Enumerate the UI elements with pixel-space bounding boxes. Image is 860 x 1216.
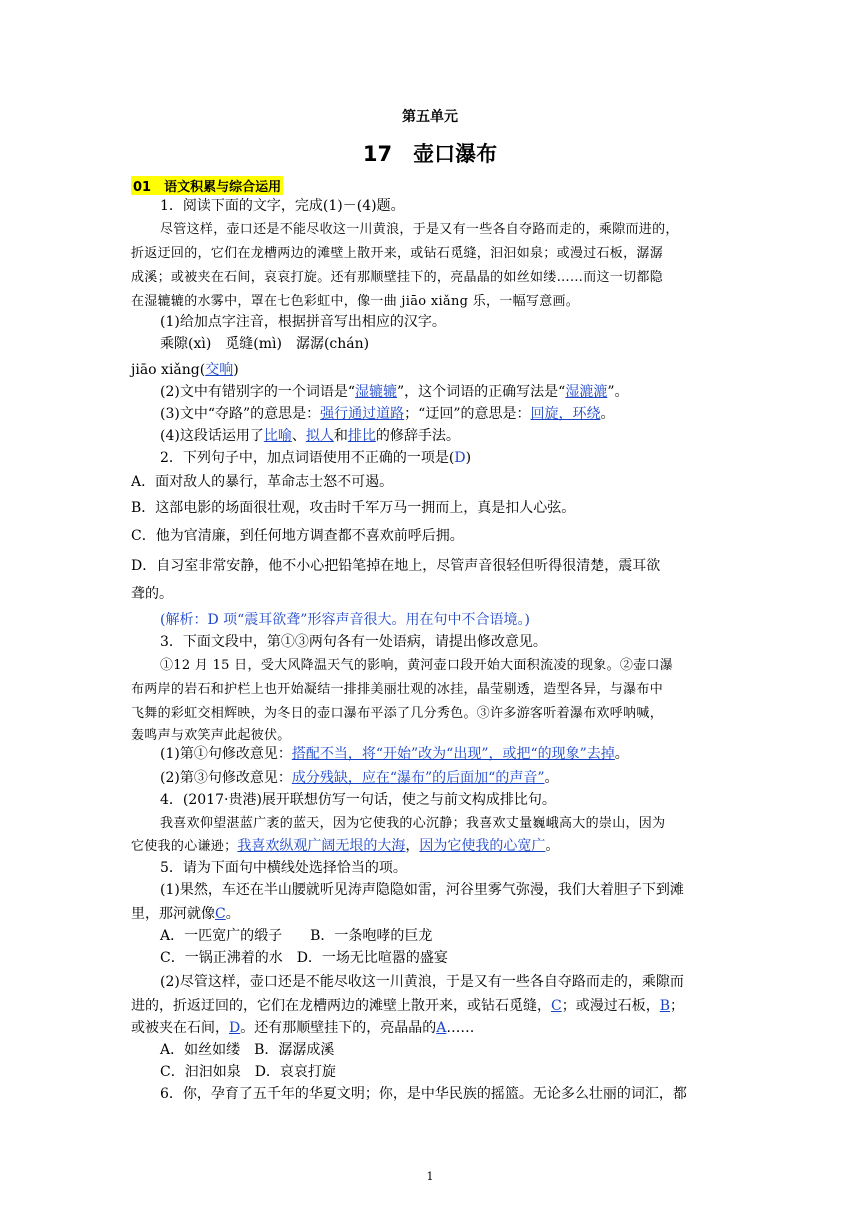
q4-answer-line [131, 836, 559, 857]
q1-part4-text: 和 [333, 428, 348, 444]
q3-part1-text: (1)第①句修改意见： [160, 746, 292, 762]
pinyin-text: jiāo xiǎng( [131, 362, 206, 378]
q5-stem: 5．请为下面句中横线处选择恰当的项。 [160, 860, 407, 876]
q5-text: 。还有那顺壁挂下的，亮晶晶的 [240, 1020, 437, 1036]
q5-options: A．一匹宽广的缎子 B．一条咆哮的巨龙 [160, 928, 433, 944]
q4-stem: 4．(2017·贵港)展开联想仿写一句话，使之与前文构成排比句。 [160, 792, 556, 808]
answer-text: 因为它使我的心宽广 [419, 838, 546, 854]
q3-part2-text: (2)第③句修改意见： [160, 770, 292, 786]
q5-text: ； [670, 998, 685, 1014]
q5-part1-line: (1)果然，车还在半山腰就听见涛声隐隐如雷，河谷里雾气弥漫，我们大着胆子下到滩 [160, 882, 684, 898]
q1-part3-text: (3)文中“夺路”的意思是： [160, 406, 321, 422]
answer-text: 比喻 [263, 428, 292, 444]
answer-text: B [659, 998, 671, 1014]
answer-text: 排比 [347, 428, 376, 444]
q2-stem-text: ) [465, 450, 472, 466]
q2-stem [160, 448, 471, 468]
q5-options: A．如丝如缕 B．潺潺成溪 [160, 1042, 335, 1058]
q4-line: 我喜欢仰望湛蓝广袤的蓝天，因为它使我的心沉静；我喜欢丈量巍峨高大的崇山，因为 [160, 816, 666, 831]
answer-text: 成分残缺，应在“瀑布”的后面加“的声音” [291, 770, 545, 786]
q2-stem-text: 2．下列句子中，加点词语使用不正确的一项是( [160, 450, 455, 466]
q4-text: 。 [545, 838, 560, 854]
answer-text: D [229, 1020, 241, 1036]
q3-stem: 3．下面文段中，第①③两句各有一处语病，请提出修改意见。 [160, 634, 547, 650]
q1-passage-line: 尽管这样，壶口还是不能尽收这一川黄浪，于是又有一些各自夺路而走的，乘隙而进的， [160, 222, 679, 237]
answer-text: D [454, 450, 466, 466]
q1-part2-text: ”，这个词语的正确写法是“ [397, 384, 566, 400]
q3-passage-line: 飞舞的彩虹交相辉映，为冬日的壶口瀑布平添了几分秀色。③许多游客听着瀑布欢呼呐喊， [131, 706, 664, 721]
q2-option-a: A．面对敌人的暴行，革命志士怒不可遏。 [131, 474, 394, 490]
q1-part3-text: ；“迂回”的意思是： [404, 406, 531, 422]
q1-part4-text: 的修辞手法。 [375, 428, 460, 444]
q3-part1 [160, 744, 629, 764]
q4-text: ， [405, 838, 420, 854]
lesson-title: 17 壶口瀑布 [362, 142, 498, 166]
q5-text: 里，那河就像 [131, 906, 215, 922]
q1-part1-pinyin: 乘隙(xì) 觅缝(mì) 潺潺(chán) [160, 336, 370, 352]
answer-text: C [215, 906, 226, 922]
q1-stem: 1．阅读下面的文字，完成(1)－(4)题。 [160, 198, 405, 214]
page-number: 1 [426, 1170, 434, 1183]
section-label: 01 语文积累与综合运用 [131, 176, 283, 195]
q1-part3-text: 。 [600, 406, 615, 422]
q3-part2 [160, 768, 558, 788]
q1-passage-line: 成溪；或被夹在石间，哀哀打旋。还有那顺壁挂下的，亮晶晶的如丝如缕……而这一切都隐 [131, 270, 664, 285]
q5-text: 。 [225, 906, 240, 922]
q5-text: 进的，折返迂回的，它们在龙槽两边的滩壁上散开来，或钻石觅缝， [131, 998, 551, 1014]
q5-part2-line: (2)尽管这样，壶口还是不能尽收这一川黄浪，于是又有一些各自夺路而走的，乘隙而 [160, 974, 684, 990]
answer-text: 湿辘辘 [355, 384, 397, 400]
unit-heading: 第五单元 [402, 109, 458, 125]
q5-part1-line [131, 904, 240, 924]
q3-passage-line: 轰鸣声与欢笑声此起彼伏。 [131, 728, 291, 743]
bracket: ) [233, 362, 239, 378]
q1-part2-text: (2)文中有错别字的一个词语是“ [160, 384, 355, 400]
q5-options: C．一锅正沸着的水 D．一场无比喧嚣的盛宴 [160, 950, 448, 966]
q5-text: ；或漫过石板， [561, 998, 660, 1014]
q1-passage-line: 折返迂回的，它们在龙槽两边的滩壁上散开来，或钻石觅缝，汩汩如泉；或漫过石板，潺潺 [131, 246, 664, 261]
answer-text: 搭配不当，将“开始”改为“出现”，或把“的现象”去掉 [291, 746, 615, 762]
q2-analysis: (解析：D 项“震耳欲聋”形容声音很大。用在句中不合语境。) [160, 612, 530, 628]
answer-text: 强行通过道路 [320, 406, 405, 422]
answer-text: A [436, 1020, 447, 1036]
q5-text: …… [446, 1020, 475, 1036]
q5-options: C．汩汩如泉 D．哀哀打旋 [160, 1064, 336, 1080]
q3-part2-text: 。 [544, 770, 559, 786]
q4-text: 它使我的心谦逊； [131, 839, 238, 854]
q5-part2-line [131, 1018, 474, 1038]
q5-text: 或被夹在石间， [131, 1020, 229, 1036]
q2-option-b: B．这部电影的场面很壮观，攻击时千军万马一拥而上，真是扣人心弦。 [131, 500, 576, 516]
q1-part4-text: (4)这段话运用了 [160, 428, 264, 444]
answer-text: 回旋，环绕 [530, 406, 601, 422]
answer-text: 拟人 [305, 428, 334, 444]
q1-part3 [160, 404, 614, 424]
q1-passage-line: 在湿辘辘的水雾中，罩在七色彩虹中，像一曲 jiāo xiǎng 乐，一幅写意画。 [131, 294, 580, 309]
q3-part1-text: 。 [614, 746, 629, 762]
q2-option-d: D．自习室非常安静，他不小心把铅笔掉在地上，尽管声音很轻但听得很清楚，震耳欲 [131, 558, 661, 574]
q1-part1: (1)给加点字注音，根据拼音写出相应的汉字。 [160, 314, 446, 330]
q2-option-c: C．他为官清廉，到任何地方调查都不喜欢前呼后拥。 [131, 528, 464, 544]
q3-passage-line: ①12 月 15 日，受大风降温天气的影响，黄河壶口段开始大面积流凌的现象。②壶口瀑 [160, 658, 674, 673]
q1-part1-answer-line [131, 360, 239, 380]
q6-line: 6．你，孕育了五千年的华夏文明；你，是中华民族的摇篮。无论多么壮丽的词汇，都 [160, 1086, 687, 1102]
q5-part2-line [131, 996, 684, 1016]
answer-text: 交响 [205, 362, 234, 378]
answer-text: 我喜欢纵观广阔无垠的大海 [237, 838, 406, 854]
q2-option-d-cont: 聋的。 [131, 586, 173, 602]
answer-text: C [551, 998, 562, 1014]
q1-part4-text: 、 [291, 428, 306, 444]
q1-part2 [160, 382, 629, 402]
q1-part2-text: ”。 [607, 384, 629, 400]
q1-part4 [160, 426, 460, 446]
q3-passage-line: 布两岸的岩石和护栏上也开始凝结一排排美丽壮观的冰挂，晶莹剔透，造型各异，与瀑布中 [131, 682, 664, 697]
answer-text: 湿漉漉 [565, 384, 608, 400]
